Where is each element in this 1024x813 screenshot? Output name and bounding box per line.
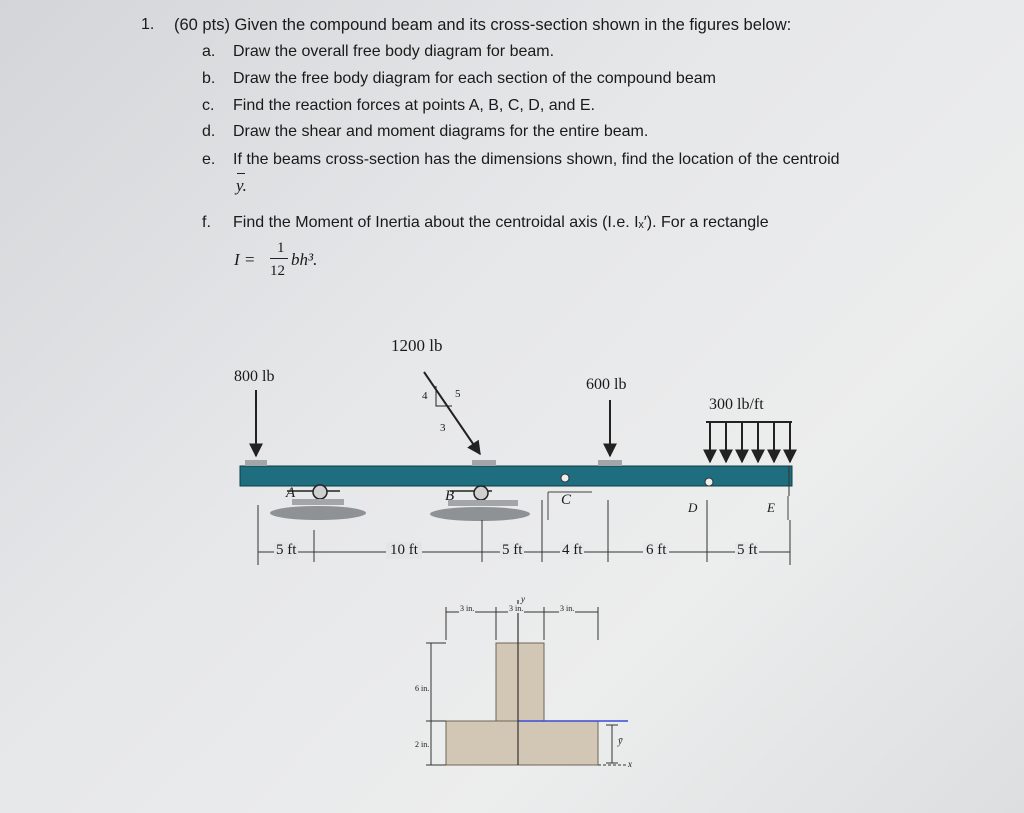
ybar-symbol: y. [236,176,247,195]
item-a-letter: a. [202,43,216,60]
dim-label-6ft: 6 ft [643,542,669,559]
load-pad-800 [245,460,267,466]
formula-denominator: 12 [270,263,285,279]
support-a-pad [292,499,344,505]
item-c-text: Find the reaction forces at points A, B, C, D, and E. [233,97,595,114]
section-dim-2in: 2 in. [415,740,430,749]
dist-load-label: 300 lb/ft [709,396,764,413]
support-a-ground [270,506,366,520]
hinge-d-pin [705,478,713,486]
formula-numerator: 1 [277,240,285,256]
item-d-text: Draw the shear and moment diagrams for the entire beam. [233,123,649,140]
section-dim-3in: 3 in. [460,604,475,613]
dim-label-5ft: 5 ft [737,542,758,558]
load-800-label: 800 lb [234,368,275,385]
item-c-letter: c. [202,97,215,114]
section-dim-6in: 6 in. [415,684,430,693]
formula-lhs: I = [234,250,256,269]
item-d-letter: d. [202,123,216,140]
support-b-ground [430,507,530,521]
dim-label-10ft: 10 ft [386,542,422,559]
item-a-text: Draw the overall free body diagram for beam. [233,43,555,60]
dim-label-5ft: 5 ft [502,542,523,558]
problem-title: (60 pts) Given the compound beam and its cross-section shown in the figures below: [174,16,792,34]
section-y-axis-label: y [521,594,525,604]
slope-5-label: 5 [455,388,461,400]
section-x-axis-label: x [628,759,632,769]
load-1200-arrow [424,372,480,454]
item-f-text: Find the Moment of Inertia about the centroidal axis (I.e. Iₓ′). For a rectangle [233,214,769,231]
item-e-text: If the beams cross-section has the dimensions shown, find the location of the centroid [233,151,840,168]
dim-label-4ft: 4 ft [562,542,583,558]
slope-4-label: 4 [422,390,428,402]
formula-rhs: bh³. [291,250,318,269]
section-web [496,643,544,721]
load-pad-600 [598,460,622,466]
item-b-text: Draw the free body diagram for each section of the compound beam [233,70,716,87]
hinge-c-pin [561,474,569,482]
load-pad-1200 [472,460,496,466]
dim-label-5ft: 5 ft [276,542,297,558]
item-e-letter: e. [202,151,216,168]
support-b-roller [474,486,488,500]
item-f-letter: f. [202,214,211,231]
section-dim-3in: 3 in. [509,604,524,613]
section-ybar-label: ȳ [618,736,623,747]
point-a-label: A [286,485,296,501]
point-c-label: C [561,492,572,508]
point-b-label: B [445,488,455,504]
item-b-letter: b. [202,70,216,87]
load-1200-label: 1200 lb [391,336,443,355]
support-a-roller [313,485,327,499]
load-600-label: 600 lb [586,376,627,393]
point-e-label: E [767,500,775,515]
support-b-pad [448,500,518,506]
problem-number: 1. [141,16,155,33]
section-flange [446,721,598,765]
cross-section [426,600,628,765]
slope-3-label: 3 [440,422,446,434]
point-d-label: D [688,500,698,515]
section-dim-3in: 3 in. [560,604,575,613]
